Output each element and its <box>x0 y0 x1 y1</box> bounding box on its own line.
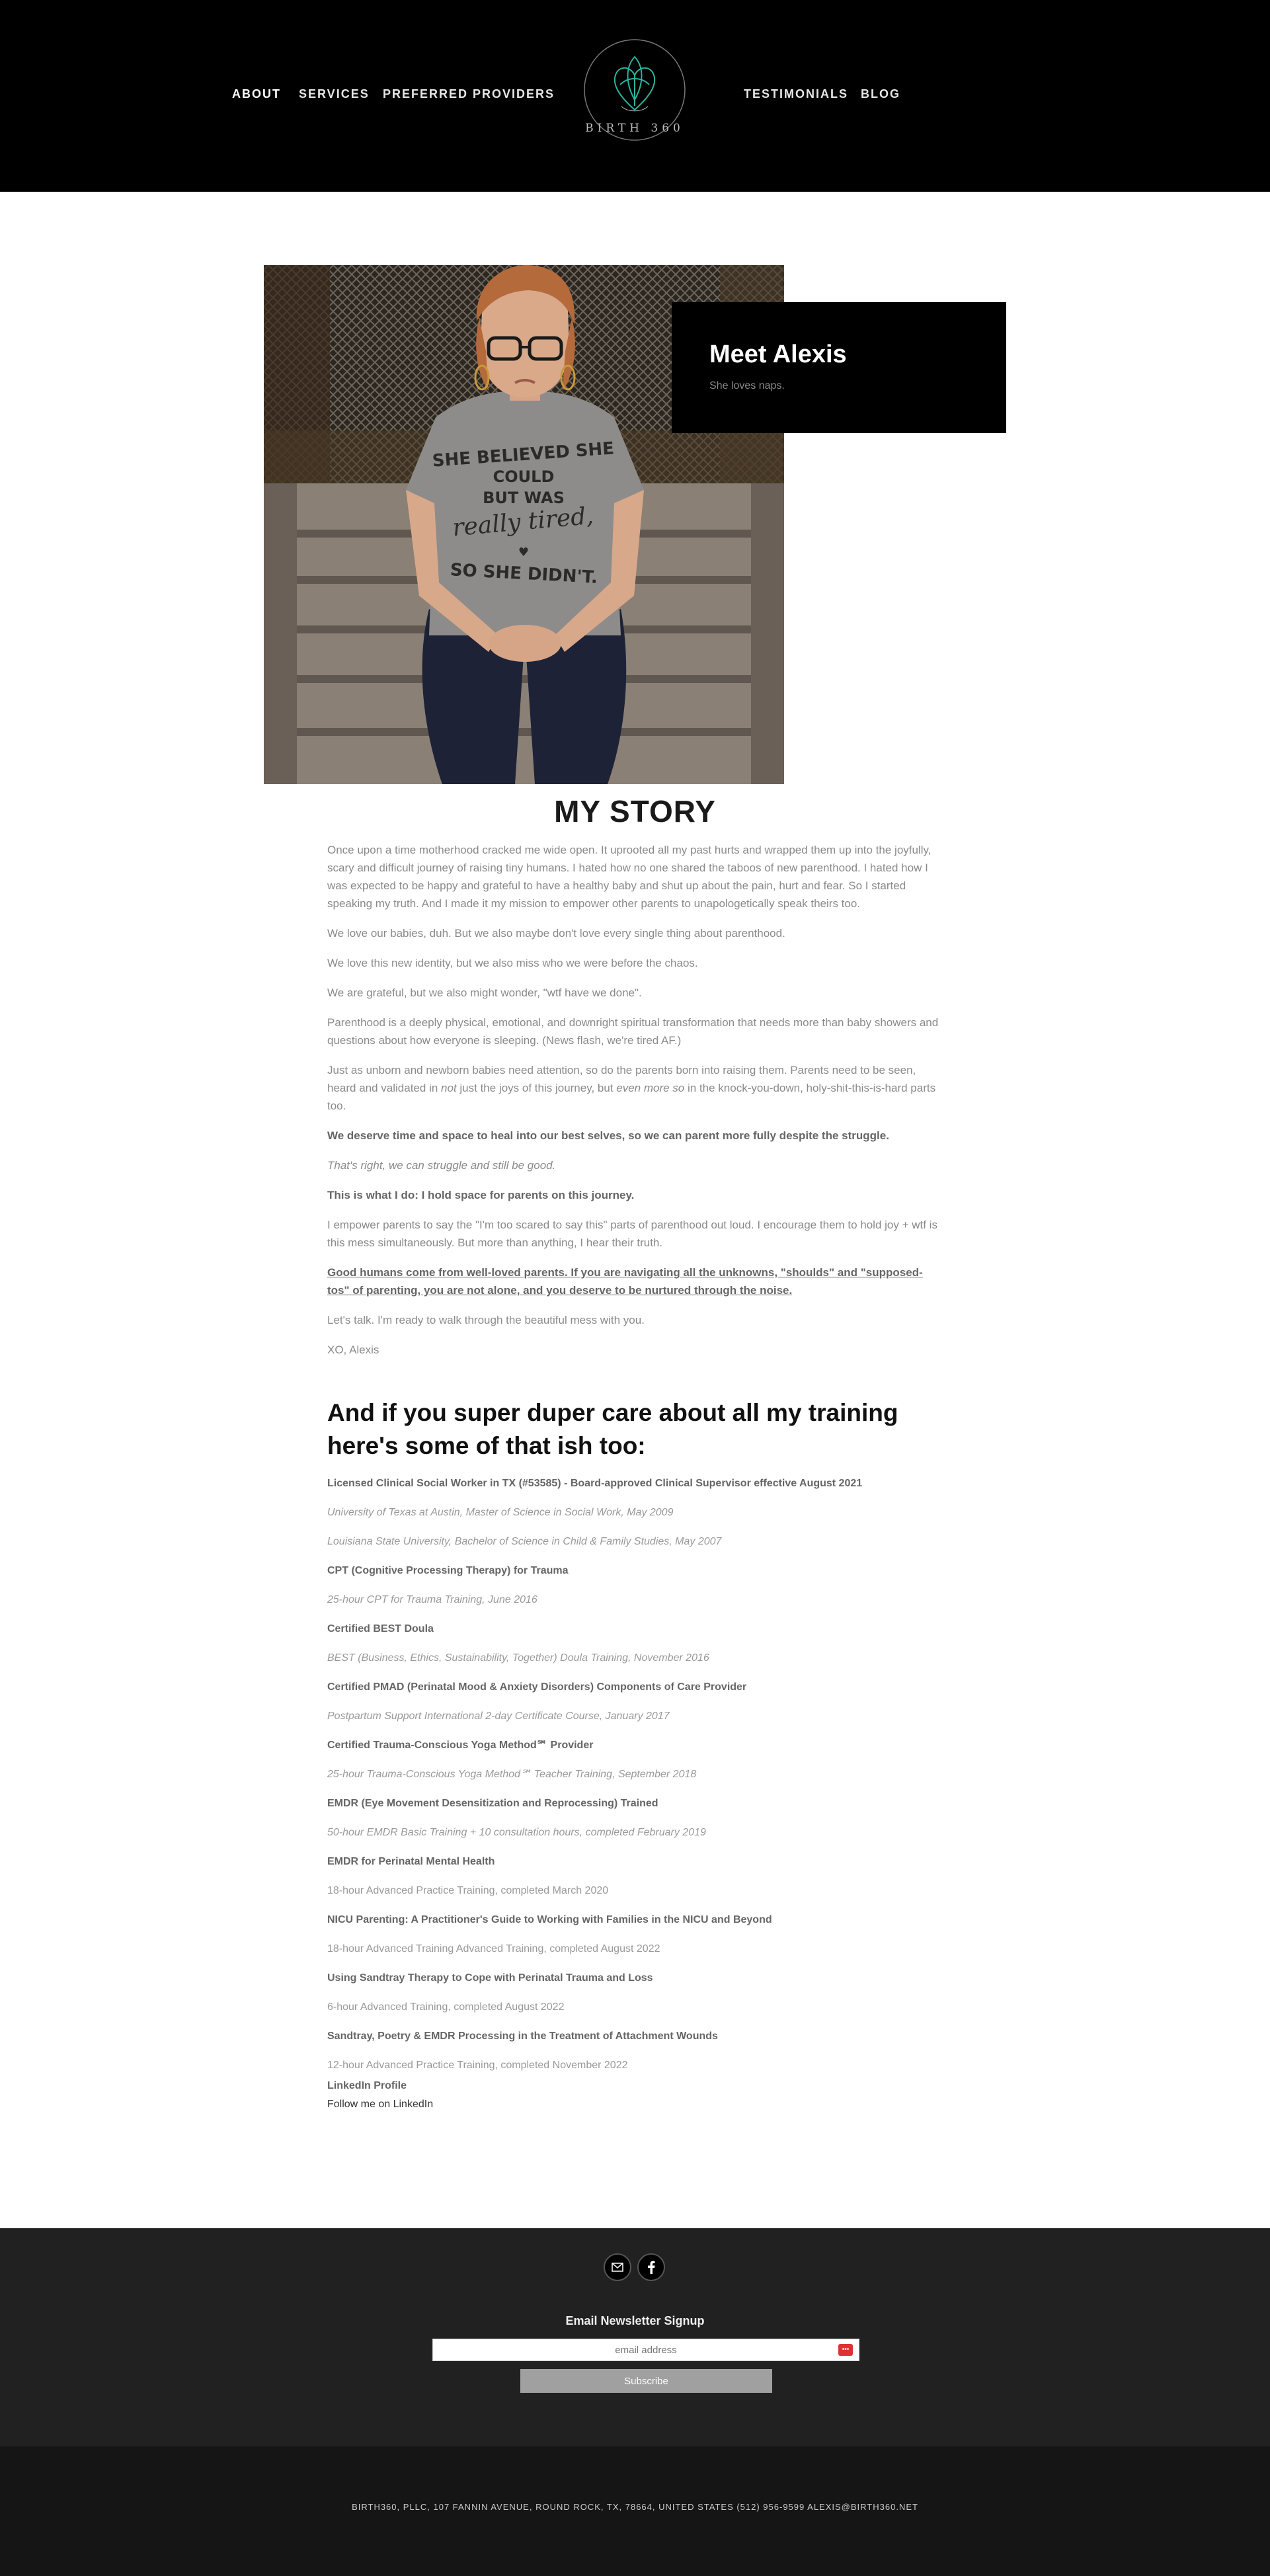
subscribe-button[interactable]: Subscribe <box>520 2369 772 2393</box>
shirt-line-1: SHE BELIEVED SHE <box>431 438 615 471</box>
training-title: Certified PMAD (Perinatal Mood & Anxiety Disorders) Components of Care Provider <box>327 1681 747 1693</box>
story-paragraph-underlined: Good humans come from well-loved parents. If you are navigating all the unknowns, "shoulds" and "supposed-tos" of parenting, you are not alone, and you deserve to be nurtured through the noise. <box>327 1266 923 1297</box>
training-detail: 25-hour Trauma-Conscious Yoga Method℠ Teacher Training, September 2018 <box>327 1769 697 1780</box>
site-footer <box>0 2228 1270 2446</box>
facebook-icon <box>647 2261 655 2274</box>
training-detail: Postpartum Support International 2-day Certificate Course, January 2017 <box>327 1711 670 1722</box>
training-title: CPT (Cognitive Processing Therapy) for Trauma <box>327 1565 569 1576</box>
shirt-line-5: SO SHE DIDN'T. <box>450 560 598 588</box>
linkedin-link[interactable]: Follow me on LinkedIn <box>327 2099 434 2110</box>
facebook-social-button[interactable] <box>637 2253 665 2281</box>
contact-info: BIRTH360, PLLC, 107 FANNIN AVENUE, ROUND ROCK, TX, 78664, UNITED STATES (512) 956-9599 ALEXIS@BIRTH360.NET <box>352 2502 918 2512</box>
nav-blog[interactable]: BLOG <box>861 87 900 101</box>
training-list <box>327 1476 942 2087</box>
meet-alexis-card <box>672 302 1006 433</box>
training-title: Licensed Clinical Social Worker in TX (#53585) - Board-approved Clinical Supervisor effective August 2021 <box>327 1478 863 1489</box>
training-detail: 18-hour Advanced Training Advanced Training, completed August 2022 <box>327 1943 660 1954</box>
story-paragraph: We are grateful, but we also might wonder, "wtf have we done". <box>327 986 642 999</box>
story-paragraph: Once upon a time motherhood cracked me wide open. It uprooted all my past hurts and wrapped them up into the joyfully, scary and difficult journey of raising tiny humans. I hated how no one shared the taboos of new parenthood. I hated how I was expected to be happy and grateful to have a healthy baby and shut up about the pain, hurt and fear. So I started speaking my truth. And I made it my mission to empower other parents to unapologetically speak theirs too. <box>327 844 932 910</box>
shirt-line-2: COULD <box>493 467 555 486</box>
training-title: Sandtray, Poetry & EMDR Processing in the Treatment of Attachment Wounds <box>327 2031 718 2042</box>
training-detail: 18-hour Advanced Practice Training, completed March 2020 <box>327 1885 609 1896</box>
story-signoff: XO, Alexis <box>327 1344 379 1356</box>
story-paragraph: We love our babies, duh. But we also maybe don't love every single thing about parenthood. <box>327 927 785 940</box>
training-detail: 25-hour CPT for Trauma Training, June 2016 <box>327 1594 537 1605</box>
story-paragraph: Just as unborn and newborn babies need attention, so do the parents born into raising them. Parents need to be seen, heard and validated in not just the joys of this journey, but even more so in the knock-you-down, holy-shit-this-is-hard parts too. <box>327 1064 936 1112</box>
training-title: Certified BEST Doula <box>327 1623 434 1634</box>
training-title: Certified Trauma-Conscious Yoga Method℠ Provider <box>327 1740 594 1751</box>
email-social-button[interactable] <box>604 2253 631 2281</box>
story-body <box>327 841 942 1371</box>
meet-subtitle: She loves naps. <box>709 380 785 391</box>
nav-testimonials[interactable]: TESTIMONIALS <box>744 87 848 101</box>
training-detail: 12-hour Advanced Practice Training, completed November 2022 <box>327 2060 628 2071</box>
nav-services[interactable]: SERVICES <box>299 87 370 101</box>
linkedin-title: LinkedIn Profile <box>327 2080 407 2091</box>
training-detail: Louisiana State University, Bachelor of Science in Child & Family Studies, May 2007 <box>327 1536 722 1547</box>
story-title: MY STORY <box>554 794 716 828</box>
training-title: Using Sandtray Therapy to Cope with Perinatal Trauma and Loss <box>327 1972 653 1984</box>
meet-title: Meet Alexis <box>709 341 847 368</box>
email-input[interactable] <box>432 2339 859 2361</box>
autofill-badge-icon[interactable]: ••• <box>838 2344 853 2356</box>
linkedin-section <box>327 2077 433 2114</box>
story-paragraph: Parenthood is a deeply physical, emotional, and downright spiritual transformation that needs more than baby showers and questions about how everyone is sleeping. (News flash, we're tired AF.) <box>327 1016 939 1047</box>
newsletter-title: Email Newsletter Signup <box>565 2314 705 2327</box>
birth360-logo[interactable] <box>582 37 688 143</box>
story-paragraph-bold: This is what I do: I hold space for parents on this journey. <box>327 1189 635 1201</box>
training-detail: 50-hour EMDR Basic Training + 10 consultation hours, completed February 2019 <box>327 1827 706 1838</box>
training-detail: 6-hour Advanced Training, completed August 2022 <box>327 2001 565 2013</box>
svg-text:♥: ♥ <box>518 545 530 559</box>
story-paragraph-italic: That's right, we can struggle and still be good. <box>327 1159 556 1172</box>
shirt-line-3: BUT WAS <box>483 489 565 507</box>
shirt-line-4: really tired, <box>451 502 595 542</box>
footer-bottom-bar <box>0 2446 1270 2576</box>
story-paragraph-bold: We deserve time and space to heal into our best selves, so we can parent more fully despite the struggle. <box>327 1129 889 1142</box>
site-header <box>0 0 1270 192</box>
nav-about[interactable]: ABOUT <box>232 87 281 101</box>
training-detail: BEST (Business, Ethics, Sustainability, Together) Doula Training, November 2016 <box>327 1652 709 1664</box>
story-paragraph: Let's talk. I'm ready to walk through the beautiful mess with you. <box>327 1314 645 1326</box>
nav-preferred-providers[interactable]: PREFERRED PROVIDERS <box>383 87 555 101</box>
story-paragraph: We love this new identity, but we also miss who we were before the chaos. <box>327 957 698 969</box>
logo-text: BIRTH 360 <box>585 122 684 135</box>
training-title: EMDR for Perinatal Mental Health <box>327 1856 495 1867</box>
training-title: EMDR (Eye Movement Desensitization and Reprocessing) Trained <box>327 1798 658 1809</box>
training-title: NICU Parenting: A Practitioner's Guide to Working with Families in the NICU and Beyond <box>327 1914 772 1925</box>
training-detail: University of Texas at Austin, Master of Science in Social Work, May 2009 <box>327 1507 674 1518</box>
mail-icon <box>612 2263 623 2272</box>
training-heading: And if you super duper care about all my training here's some of that ish too: <box>327 1399 898 1459</box>
story-paragraph: I empower parents to say the "I'm too scared to say this" parts of parenthood out loud. I encourage them to hold joy + wtf is this mess simultaneously. But more than anything, I hear their truth. <box>327 1219 937 1249</box>
